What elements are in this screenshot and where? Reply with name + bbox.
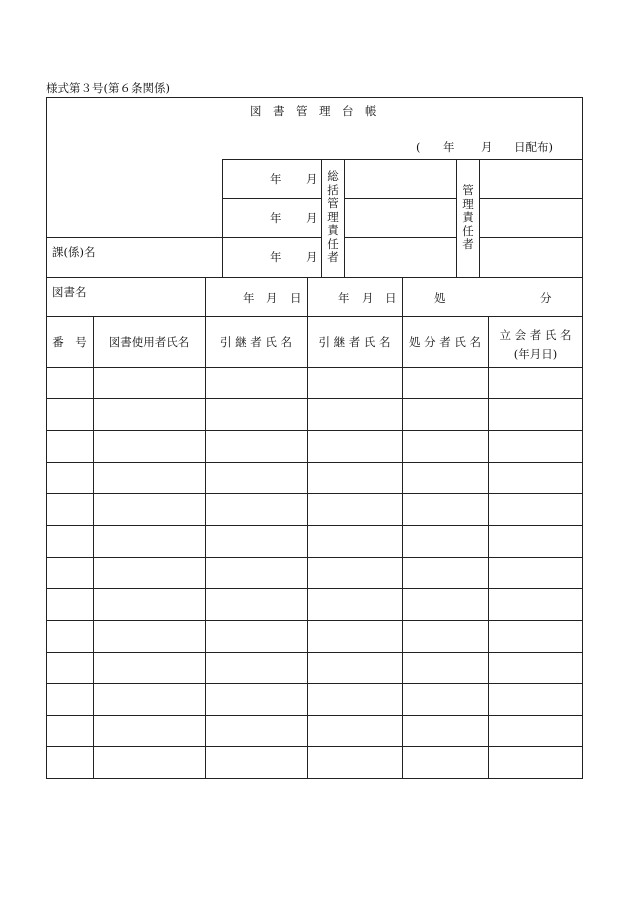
rule xyxy=(402,277,403,316)
rule xyxy=(46,557,583,558)
rule xyxy=(46,493,583,494)
rule xyxy=(479,237,583,238)
rule xyxy=(344,159,345,277)
col-transferee: 引 継 者 氏 名 xyxy=(318,335,391,349)
rule xyxy=(93,316,94,778)
rule xyxy=(222,159,223,277)
disposal-right: 分 xyxy=(540,291,552,305)
rule xyxy=(307,277,308,316)
manager-year-1: 年 xyxy=(270,172,282,186)
book-name-label: 図書名 xyxy=(52,285,87,299)
distribution-paren: ( xyxy=(416,140,421,154)
rule xyxy=(46,237,321,238)
rule xyxy=(402,316,403,778)
border-bottom xyxy=(46,778,583,779)
distribution-month: 月 xyxy=(481,140,493,154)
form-number-label: 様式第３号(第６条関係) xyxy=(46,81,170,95)
rule xyxy=(46,430,583,431)
rule xyxy=(46,277,583,278)
department-label: 課(係)名 xyxy=(52,245,96,259)
rule xyxy=(205,277,206,316)
rule xyxy=(479,159,480,277)
date-1-month: 月 xyxy=(266,291,278,305)
rule xyxy=(46,715,583,716)
rule xyxy=(222,159,583,160)
col-disposer: 処 分 者 氏 名 xyxy=(408,335,482,349)
manager-month-3: 月 xyxy=(306,250,318,264)
col-witness: 立 会 者 氏 名 xyxy=(499,328,572,342)
disposal-left: 処 xyxy=(434,291,446,305)
rule xyxy=(344,198,456,199)
rule xyxy=(46,652,583,653)
distribution-day: 日配布) xyxy=(514,140,553,154)
rule xyxy=(479,198,583,199)
rule xyxy=(46,316,583,317)
rule xyxy=(46,588,583,589)
rule xyxy=(46,683,583,684)
ledger-title: 図 書 管 理 台 帳 xyxy=(250,104,377,118)
rule xyxy=(46,462,583,463)
rule xyxy=(222,198,321,199)
rule xyxy=(46,620,583,621)
rule xyxy=(46,398,583,399)
col-number: 番 号 xyxy=(52,335,87,349)
manager-month-2: 月 xyxy=(306,211,318,225)
border-top xyxy=(46,97,583,98)
col-user-name: 図書使用者氏名 xyxy=(108,335,190,349)
rule xyxy=(205,316,206,778)
distribution-year: 年 xyxy=(443,140,455,154)
date-2-day: 日 xyxy=(385,291,397,305)
rule xyxy=(46,746,583,747)
rule xyxy=(46,525,583,526)
date-2-year: 年 xyxy=(338,291,350,305)
date-2-month: 月 xyxy=(362,291,374,305)
col-transferor: 引 継 者 氏 名 xyxy=(219,335,293,349)
manager-year-2: 年 xyxy=(270,211,282,225)
border-left xyxy=(46,97,47,779)
rule xyxy=(488,316,489,778)
border-right xyxy=(582,97,583,779)
manager-label: 管 理 責 任 者 xyxy=(462,183,474,251)
rule xyxy=(46,367,583,368)
manager-month-1: 月 xyxy=(306,172,318,186)
rule xyxy=(344,237,456,238)
general-manager-label: 総 括 管 理 責 任 者 xyxy=(327,169,339,264)
date-1-day: 日 xyxy=(290,291,302,305)
rule xyxy=(307,316,308,778)
manager-year-3: 年 xyxy=(270,250,282,264)
date-1-year: 年 xyxy=(243,291,255,305)
col-witness-date: (年月日) xyxy=(513,347,558,361)
